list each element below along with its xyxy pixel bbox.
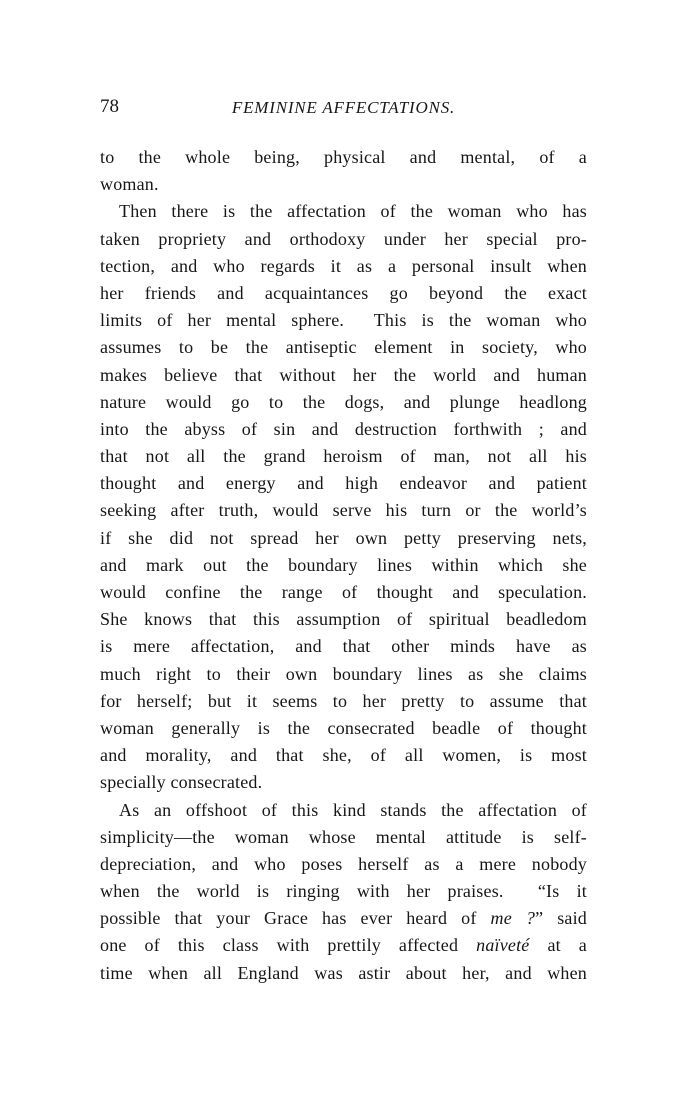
text-line [100,661,587,688]
text-segment: taken propriety and orthodoxy under her special pro- [100,228,587,249]
text-segment: simplicity—the woman whose mental attitude is self- [100,826,587,847]
paragraph [100,797,587,987]
text-line [100,253,587,280]
text-line [100,932,587,959]
text-segment: woman. [100,174,159,195]
text-segment: at a [529,935,588,956]
text-segment: ” said [535,908,588,929]
text-line [100,416,587,443]
text-segment: assumes to be the antiseptic element in society, who [100,337,587,358]
text-segment: time when all England was astir about her, and when [100,962,587,983]
text-line [100,797,587,824]
text-line [100,742,587,769]
text-segment: Then there is the affectation of the woman who has [119,201,587,222]
text-line [100,633,587,660]
text-line [100,606,587,633]
text-segment: into the abyss of sin and destruction forthwith ; and [100,418,587,439]
text-segment: one of this class with prettily affected [100,935,477,956]
text-segment: and morality, and that she, of all women, is most [100,745,587,766]
text-segment: She knows that this assumption of spiritual beadledom [100,609,587,630]
text-segment: specially consecrated. [100,772,263,793]
text-segment: thought and energy and high endeavor and patient [100,473,587,494]
text-segment: nature would go to the dogs, and plunge headlong [100,391,587,412]
text-line [100,497,587,524]
text-line [100,579,587,606]
text-segment: limits of her mental sphere. This is the woman who [100,310,587,331]
text-line [100,334,587,361]
text-segment: makes believe that without her the world and human [100,364,587,385]
text-segment: depreciation, and who poses herself as a mere nobody [100,853,587,874]
text-line [100,878,587,905]
text-line [100,525,587,552]
text-line [100,226,587,253]
text-segment: seeking after truth, would serve his turn or the world’s [100,500,587,521]
text-segment: when the world is ringing with her praises. “Is it [100,881,587,902]
text-line [100,389,587,416]
text-line [100,307,587,334]
page-body [100,144,587,987]
text-line [100,470,587,497]
text-line [100,851,587,878]
text-segment: and mark out the boundary lines within which she [100,554,587,575]
text-segment: for herself; but it seems to her pretty to assume that [100,690,587,711]
text-line [100,144,587,171]
text-line [100,198,587,225]
text-segment: tection, and who regards it as a personal insult when [100,255,587,276]
text-segment: As an offshoot of this kind stands the affectation of [119,799,587,820]
text-line [100,552,587,579]
text-segment: would confine the range of thought and speculation. [100,582,587,602]
text-line [100,171,587,198]
text-line [100,715,587,742]
text-line [100,769,587,796]
italic-text: naïveté [476,935,530,956]
text-segment: if she did not spread her own petty preserving nets, [100,527,587,548]
text-line [100,443,587,470]
text-line [100,688,587,715]
text-segment: much right to their own boundary lines as she claims [100,663,587,684]
page-number: 78 [100,96,119,117]
text-segment: that not all the grand heroism of man, not all his [100,446,587,467]
text-line [100,824,587,851]
text-segment: possible that your Grace has ever heard of [100,908,491,929]
italic-text: me ? [490,908,536,929]
text-line [100,905,587,932]
running-header: FEMININE AFFECTATIONS. [231,98,456,117]
text-segment: is mere affectation, and that other minds have as [100,636,587,657]
text-segment: woman generally is the consecrated beadle of thought [100,717,587,738]
text-line [100,280,587,307]
text-line [100,960,587,987]
paragraph [100,198,587,796]
text-segment: her friends and acquaintances go beyond the exact [100,282,587,303]
paragraph [100,144,587,198]
text-line [100,362,587,389]
text-segment: to the whole being, physical and mental, of a [100,147,587,167]
